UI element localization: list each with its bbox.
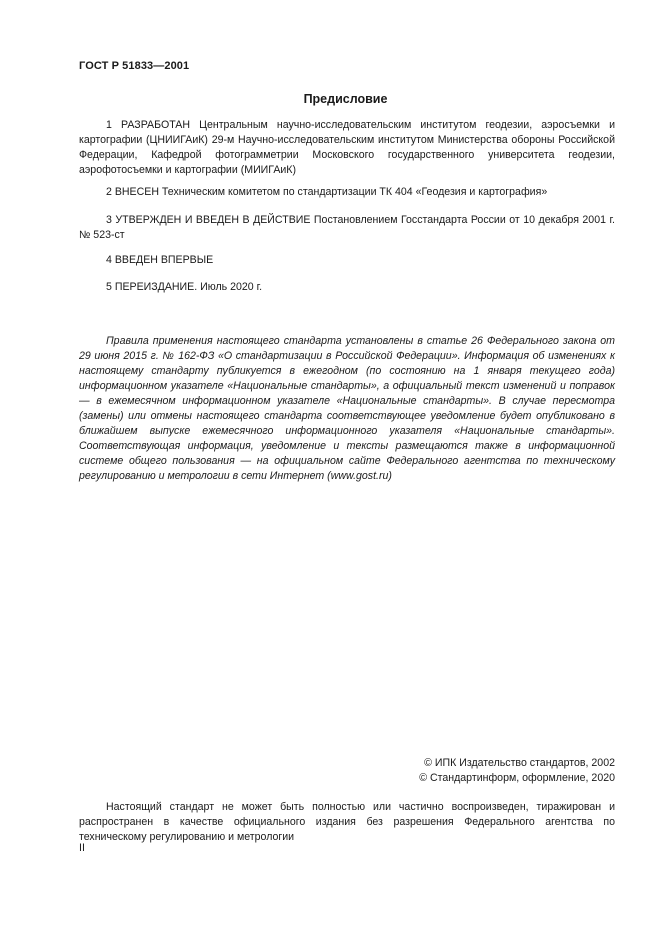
copyright-block <box>419 756 615 786</box>
foreword-item-2: 2 ВНЕСЕН Техническим комитетом по стандартизации ТК 404 «Геодезия и картография» <box>106 186 548 198</box>
reproduction-notice: Настоящий стандарт не может быть полностью или частично воспроизведен, тиражирован и распространен в качестве официального издания без разрешения Федерального агентства по техническому регулированию и метрологии <box>79 801 615 843</box>
page-number: II <box>79 842 85 854</box>
foreword-item-1: 1 РАЗРАБОТАН Центральным научно-исследовательским институтом геодезии, аэросъемки и картографии (ЦНИИГАиК) 29-м Научно-исследовательским институтом Министерства обороны Российской Федерации, Кафедрой фотограмметрии Московского государственного университета геодезии, аэрофотосъемки и картографии (МИИГАиК) <box>79 119 615 176</box>
foreword-item-5: 5 ПЕРЕИЗДАНИЕ. Июль 2020 г. <box>106 281 263 293</box>
application-rules-note: Правила применения настоящего стандарта установлены в статье 26 Федерального закона от 29 июня 2015 г. № 162-ФЗ «О стандартизации в Российской Федерации». Информация об изменениях к настоящему стандарту публикуется в ежегодном (по состоянию на 1 января текущего года) информационном указателе «Национальные стандарты», а официальный текст изменений и поправок — в ежемесячном информационном указателе «Национальные стандарты». В случае пересмотра (замены) или отмены настоящего стандарта соответствующее уведомление будет опубликовано в ближайшем выпуске ежемесячного информационного указателя «Национальные стандарты». Соответствующая информация, уведомление и тексты размещаются также в информационной системе общего пользования — на официальном сайте Федерального агентства по техническому регулированию и метрологии в сети Интернет (www.gost.ru) <box>79 335 615 482</box>
page-title: Предисловие <box>303 92 388 106</box>
copyright-line-2: © Стандартинформ, оформление, 2020 <box>419 772 615 784</box>
foreword-item-3: 3 УТВЕРЖДЕН И ВВЕДЕН В ДЕЙСТВИЕ Постановлением Госстандарта России от 10 декабря 2001 г. № 523-ст <box>79 214 615 241</box>
standard-code: ГОСТ Р 51833—2001 <box>79 60 190 72</box>
foreword-item-4: 4 ВВЕДЕН ВПЕРВЫЕ <box>106 254 214 266</box>
copyright-line-1: © ИПК Издательство стандартов, 2002 <box>424 757 615 769</box>
